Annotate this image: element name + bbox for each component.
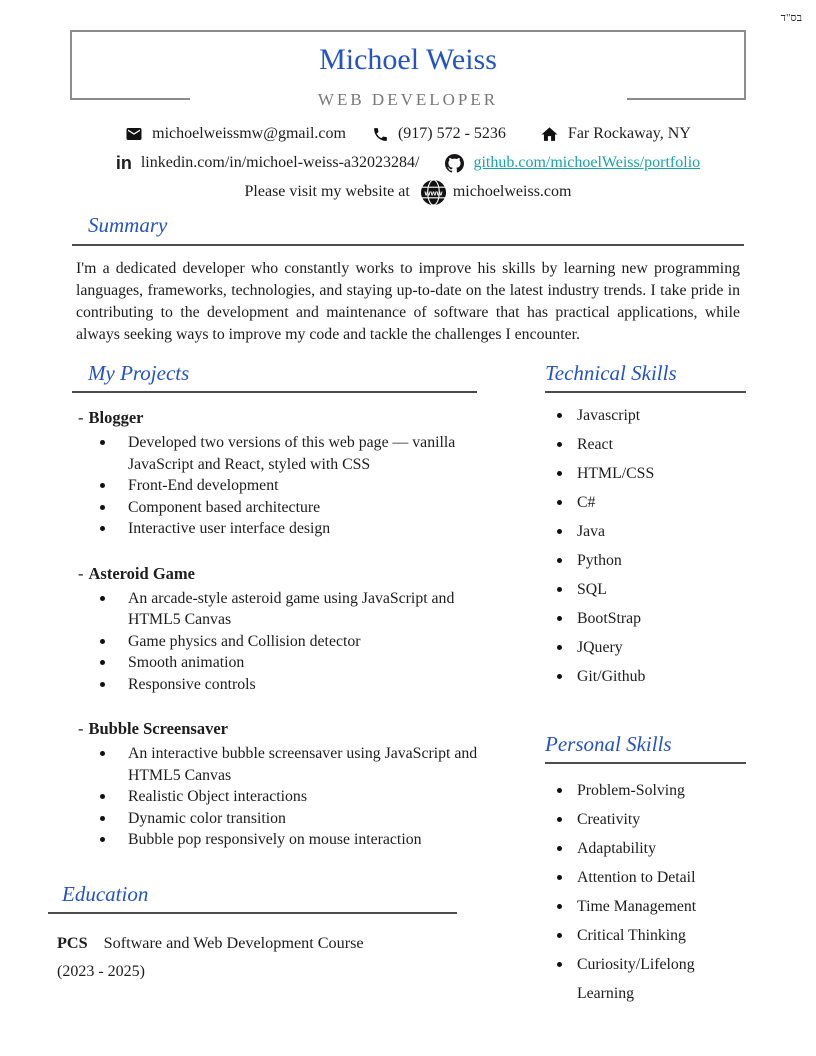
project-bullet: An interactive bubble screensaver using JavaScript and HTML5 Canvas	[48, 743, 478, 786]
phone-icon	[372, 126, 389, 143]
header-box	[70, 30, 746, 109]
skill-item: React	[545, 430, 746, 459]
linkedin-icon: in	[115, 153, 132, 173]
project-bullet: Smooth animation	[48, 652, 478, 674]
github-link[interactable]: github.com/michoelWeiss/portfolio	[473, 154, 701, 171]
globe-www-icon	[420, 179, 447, 206]
project-bullet: Bubble pop responsively on mouse interaction	[48, 829, 478, 851]
project-title: - Blogger	[78, 408, 144, 427]
bsd-text: בס"ד	[780, 12, 802, 24]
bullet-icon	[100, 751, 105, 756]
bullet-icon	[557, 500, 562, 505]
bullet-icon	[100, 526, 105, 531]
skill-item: Python	[545, 546, 746, 575]
skill-item: HTML/CSS	[545, 459, 746, 488]
bullet-icon	[100, 816, 105, 821]
bullet-icon	[100, 440, 105, 445]
technical-skills-heading: Technical Skills	[545, 361, 677, 385]
bullet-icon	[557, 904, 562, 909]
project-bullets	[48, 432, 478, 540]
bullet-icon	[557, 529, 562, 534]
project-item	[48, 563, 478, 696]
project-bullet: Front-End development	[48, 475, 478, 497]
contact-row-3	[0, 181, 816, 203]
bullet-icon	[557, 788, 562, 793]
project-bullet: Realistic Object interactions	[48, 786, 478, 808]
bullet-icon	[100, 505, 105, 510]
personal-skill-item: Critical Thinking	[545, 921, 746, 950]
bullet-icon	[557, 817, 562, 822]
technical-skills-rule	[545, 391, 746, 393]
education-heading: Education	[62, 881, 149, 906]
personal-skills-list	[545, 776, 746, 1008]
bullet-icon	[557, 616, 562, 621]
envelope-icon	[125, 125, 143, 143]
bullet-icon	[557, 674, 562, 679]
left-column	[48, 360, 478, 1008]
projects-rule	[72, 391, 477, 393]
project-title: - Bubble Screensaver	[78, 719, 228, 738]
project-bullet: Interactive user interface design	[48, 518, 478, 540]
bullet-icon	[557, 442, 562, 447]
github-group	[445, 154, 700, 173]
bullet-icon	[100, 596, 105, 601]
education-school: PCS	[57, 933, 88, 952]
github-icon	[445, 154, 464, 173]
project-title: - Asteroid Game	[78, 563, 195, 583]
bullet-icon	[557, 875, 562, 880]
bullet-icon	[557, 645, 562, 650]
contact-row-1	[0, 123, 816, 145]
education-course: Software and Web Development Course	[103, 933, 364, 952]
right-column	[545, 360, 746, 1008]
bullet-icon	[557, 471, 562, 476]
project-bullet: Dynamic color transition	[48, 808, 478, 830]
skill-item: JQuery	[545, 633, 746, 662]
personal-skills-heading: Personal Skills	[545, 732, 672, 756]
summary-text: I'm a dedicated developer who constantly works to improve his skills by learning new programming languages, frameworks, technologies, and staying up-to-date on the latest industry trends. I take pride in contributing to the development and maintenance of software that has practical applications, while always seeking ways to improve my code and tackle the challenges I encounter.	[76, 260, 740, 343]
bullet-icon	[100, 639, 105, 644]
email-text: michoelweissmw@gmail.com	[152, 125, 346, 142]
bullet-icon	[557, 558, 562, 563]
dash: -	[78, 563, 84, 583]
linkedin-text: linkedin.com/in/michoel-weiss-a32023284/	[140, 154, 420, 171]
bullet-icon	[100, 483, 105, 488]
two-column-area	[0, 360, 816, 1008]
technical-skills-list	[545, 401, 746, 691]
project-bullet: Component based architecture	[48, 497, 478, 519]
project-bullet: Developed two versions of this web page — vanilla JavaScript and React, styled with CSS	[48, 432, 478, 475]
bullet-icon	[100, 837, 105, 842]
personal-skill-item: Curiosity/Lifelong Learning	[545, 950, 746, 1008]
projects-heading: My Projects	[88, 361, 190, 385]
bullet-icon	[557, 846, 562, 851]
summary-rule	[72, 244, 744, 246]
linkedin-group	[116, 154, 420, 172]
project-bullets	[48, 743, 478, 851]
contact-section	[0, 123, 816, 203]
project-item	[48, 718, 478, 851]
bullet-icon	[557, 587, 562, 592]
project-bullet: Game physics and Collision detector	[48, 631, 478, 653]
person-name: Michoel Weiss	[319, 43, 497, 76]
skill-item: Java	[545, 517, 746, 546]
email-group	[125, 125, 346, 143]
skill-item: Git/Github	[545, 662, 746, 691]
location-text: Far Rockaway, NY	[567, 125, 691, 142]
personal-skill-item: Attention to Detail	[545, 863, 746, 892]
skill-item: BootStrap	[545, 604, 746, 633]
phone-group	[372, 125, 506, 143]
bullet-icon	[100, 682, 105, 687]
job-title: WEB DEVELOPER	[317, 90, 499, 109]
personal-skill-item: Adaptability	[545, 834, 746, 863]
skill-item: Javascript	[545, 401, 746, 430]
website-note: Please visit my website at	[244, 183, 410, 200]
education-years: (2023 - 2025)	[57, 962, 145, 980]
summary-heading: Summary	[88, 213, 168, 237]
personal-skill-item: Time Management	[545, 892, 746, 921]
bullet-icon	[100, 660, 105, 665]
bullet-icon	[557, 962, 562, 967]
skill-item: SQL	[545, 575, 746, 604]
contact-row-2	[0, 152, 816, 174]
personal-skill-item: Problem-Solving	[545, 776, 746, 805]
personal-skill-item: Creativity	[545, 805, 746, 834]
dash: -	[78, 719, 84, 738]
bullet-icon	[100, 794, 105, 799]
phone-text: (917) 572 - 5236	[397, 125, 506, 142]
project-item	[48, 407, 478, 540]
education-entry	[57, 934, 478, 953]
home-icon	[540, 125, 559, 144]
project-bullet: An arcade-style asteroid game using JavaScript and HTML5 Canvas	[48, 588, 478, 631]
education-rule	[48, 912, 457, 914]
svg-text:www: www	[424, 187, 443, 197]
dash: -	[78, 408, 84, 427]
skill-item: C#	[545, 488, 746, 517]
bullet-icon	[557, 413, 562, 418]
location-group	[540, 125, 691, 144]
website-text: michoelweiss.com	[452, 183, 572, 200]
bullet-icon	[557, 933, 562, 938]
project-bullet: Responsive controls	[48, 674, 478, 696]
project-bullets	[48, 588, 478, 696]
personal-skills-rule	[545, 762, 746, 764]
